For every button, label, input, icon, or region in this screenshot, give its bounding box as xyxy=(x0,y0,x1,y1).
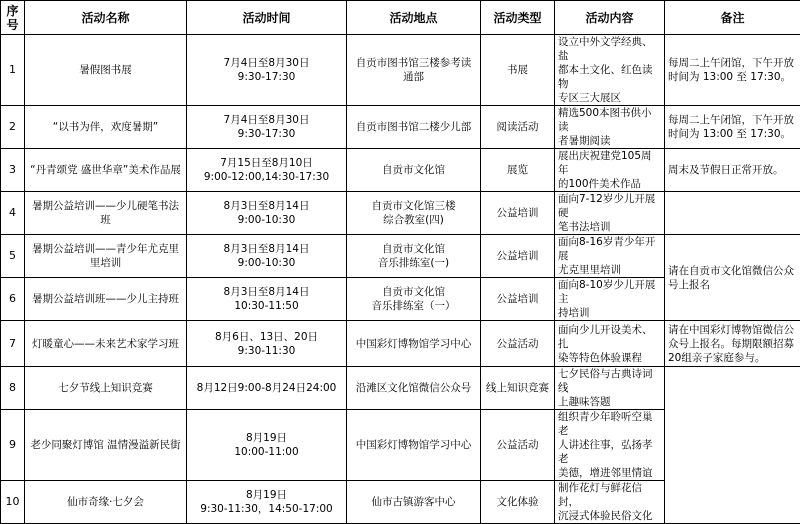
cell-name: 灯暖童心——未来艺术家学习班 xyxy=(25,321,187,367)
cell-place-line: 综合教室(四) xyxy=(350,213,477,227)
cell-type: 展览 xyxy=(481,149,555,192)
cell-content-line: 都本土文化、红色读物 xyxy=(558,63,661,91)
cell-time-line: 8月3日至8月14日 xyxy=(190,285,343,299)
cell-type: 线上知识竞赛 xyxy=(481,367,555,410)
cell-content-line: 面向少儿开设美术、扎 xyxy=(558,323,661,351)
cell-note xyxy=(665,321,800,367)
cell-type: 公益培训 xyxy=(481,278,555,321)
cell-no: 6 xyxy=(1,278,25,321)
cell-place xyxy=(347,106,481,149)
cell-no: 7 xyxy=(1,321,25,367)
header-note: 备注 xyxy=(665,1,800,35)
cell-place-line: 中国彩灯博物馆学习中心 xyxy=(350,337,477,351)
cell-place-line: 自贡市图书馆三楼参考读 xyxy=(350,56,477,70)
cell-name: 七夕节线上知识竞赛 xyxy=(25,367,187,410)
cell-content xyxy=(555,106,665,149)
cell-name: 暑期公益培训——青少年尤克里里培训 xyxy=(25,235,187,278)
cell-time xyxy=(187,321,347,367)
cell-time-line: 9:00-10:30 xyxy=(190,213,343,227)
cell-time xyxy=(187,410,347,481)
cell-no: 3 xyxy=(1,149,25,192)
cell-note-line: 每周二上午闭馆，下午开放 xyxy=(668,113,797,127)
cell-no: 10 xyxy=(1,481,25,524)
header-name: 活动名称 xyxy=(25,1,187,35)
cell-type: 书展 xyxy=(481,35,555,106)
cell-place-line: 音乐排练室（一） xyxy=(350,299,477,313)
cell-time-line: 8月19日 xyxy=(190,488,343,502)
cell-type: 公益活动 xyxy=(481,410,555,481)
header-time: 活动时间 xyxy=(187,1,347,35)
cell-time xyxy=(187,278,347,321)
cell-content-line: 持培训 xyxy=(558,306,661,320)
cell-note-line: 号上报名 xyxy=(668,278,797,292)
cell-content-line: 设立中外文学经典、盐 xyxy=(558,35,661,63)
cell-place xyxy=(347,235,481,278)
cell-content-line: 者暑期阅读 xyxy=(558,134,661,148)
cell-content xyxy=(555,410,665,481)
cell-time-line: 9:30-11:30，14:50-17:00 xyxy=(190,502,343,516)
cell-time xyxy=(187,367,347,410)
cell-content xyxy=(555,192,665,235)
cell-no: 1 xyxy=(1,35,25,106)
cell-content-line: 染等特色体验课程 xyxy=(558,351,661,365)
cell-content-line: 专区三大展区 xyxy=(558,91,661,105)
cell-note-line: 请在自贡市文化馆微信公众 xyxy=(668,264,797,278)
cell-place xyxy=(347,367,481,410)
cell-name: 暑假图书展 xyxy=(25,35,187,106)
cell-time-line: 8月6日、13日、20日 xyxy=(190,330,343,344)
cell-time-line: 7月15日至8月10日 xyxy=(190,156,343,170)
cell-place-line: 自贡市文化馆 xyxy=(350,242,477,256)
cell-name: 暑期公益培训班——少儿主持班 xyxy=(25,278,187,321)
cell-content-line: 展出庆祝建党105周年 xyxy=(558,149,661,177)
cell-note xyxy=(665,149,800,192)
cell-place xyxy=(347,149,481,192)
cell-content xyxy=(555,235,665,278)
cell-content xyxy=(555,278,665,321)
cell-time-line: 9:00-10:30 xyxy=(190,256,343,270)
cell-content-line: 组织青少年聆听空巢老 xyxy=(558,410,661,438)
cell-time-line: 9:30-11:30 xyxy=(190,344,343,358)
cell-time xyxy=(187,149,347,192)
table-row xyxy=(1,192,800,235)
cell-content xyxy=(555,321,665,367)
header-row xyxy=(1,1,800,35)
cell-time-line: 9:30-17:30 xyxy=(190,70,343,84)
cell-place-line: 自贡市文化馆三楼 xyxy=(350,199,477,213)
cell-time-line: 7月4日至8月30日 xyxy=(190,56,343,70)
cell-note xyxy=(665,367,800,524)
header-content: 活动内容 xyxy=(555,1,665,35)
cell-type: 阅读活动 xyxy=(481,106,555,149)
cell-time-line: 8月19日 xyxy=(190,431,343,445)
cell-no: 2 xyxy=(1,106,25,149)
cell-time-line: 9:30-17:30 xyxy=(190,127,343,141)
cell-place xyxy=(347,278,481,321)
cell-name: 仙市奇缘·七夕会 xyxy=(25,481,187,524)
cell-content-line: 笔书法培训 xyxy=(558,220,661,234)
cell-type: 文化体验 xyxy=(481,481,555,524)
cell-note xyxy=(665,35,800,106)
cell-note-line: 20组亲子家庭参与。 xyxy=(668,351,797,365)
cell-place xyxy=(347,481,481,524)
cell-note xyxy=(665,106,800,149)
cell-name: 老少同聚灯博馆 温情漫溢新民街 xyxy=(25,410,187,481)
table-row xyxy=(1,106,800,149)
cell-time-line: 7月4日至8月30日 xyxy=(190,113,343,127)
cell-no: 5 xyxy=(1,235,25,278)
cell-place-line: 自贡市文化馆 xyxy=(350,163,477,177)
cell-place-line: 仙市古镇游客中心 xyxy=(350,495,477,509)
cell-content-line: 面向8-10岁少儿开展主 xyxy=(558,278,661,306)
cell-type: 公益活动 xyxy=(481,321,555,367)
cell-content-line: 七夕民俗与古典诗词线 xyxy=(558,367,661,395)
cell-no: 8 xyxy=(1,367,25,410)
cell-type: 公益培训 xyxy=(481,192,555,235)
cell-note-line: 每周二上午闭馆，下午开放 xyxy=(668,56,797,70)
cell-time xyxy=(187,192,347,235)
cell-content-line: 美德，增进邻里情谊 xyxy=(558,466,661,480)
header-no: 序号 xyxy=(1,1,25,35)
cell-time xyxy=(187,235,347,278)
cell-content-line: 上趣味答题 xyxy=(558,395,661,409)
header-place: 活动地点 xyxy=(347,1,481,35)
cell-time-line: 10:30-11:50 xyxy=(190,299,343,313)
cell-note-line: 众号上报名。每期限额招募 xyxy=(668,337,797,351)
cell-place xyxy=(347,321,481,367)
table-row xyxy=(1,149,800,192)
cell-note-line: 时间为 13:00 至 17:30。 xyxy=(668,127,797,141)
cell-place xyxy=(347,35,481,106)
cell-place-line: 中国彩灯博物馆学习中心 xyxy=(350,438,477,452)
cell-note xyxy=(665,192,800,235)
cell-name: “以书为伴，欢度暑期” xyxy=(25,106,187,149)
cell-content xyxy=(555,149,665,192)
cell-place-line: 自贡市图书馆二楼少儿部 xyxy=(350,120,477,134)
cell-place-line: 自贡市文化馆 xyxy=(350,285,477,299)
cell-content-line: 尤克里里培训 xyxy=(558,263,661,277)
cell-content-line: 沉浸式体验民俗文化 xyxy=(558,509,661,523)
cell-content-line: 的100件美术作品 xyxy=(558,177,661,191)
cell-content xyxy=(555,35,665,106)
table-row xyxy=(1,321,800,367)
cell-content xyxy=(555,367,665,410)
cell-content-line: 精选500本图书供小读 xyxy=(558,106,661,134)
cell-note-line: 时间为 13:00 至 17:30。 xyxy=(668,70,797,84)
cell-no: 4 xyxy=(1,192,25,235)
cell-time-line: 10:00-11:00 xyxy=(190,445,343,459)
cell-place-line: 沿滩区文化馆微信公众号 xyxy=(350,381,477,395)
cell-content-line: 面向7-12岁少儿开展硬 xyxy=(558,192,661,220)
cell-no: 9 xyxy=(1,410,25,481)
cell-content xyxy=(555,481,665,524)
cell-place-line: 音乐排练室(一) xyxy=(350,256,477,270)
cell-time-line: 9:00-12:00,14:30-17:30 xyxy=(190,170,343,184)
cell-time-line: 8月12日9:00-8月24日24:00 xyxy=(190,381,343,395)
cell-content-line: 制作花灯与鲜花信封， xyxy=(558,481,661,509)
cell-place xyxy=(347,192,481,235)
cell-place xyxy=(347,410,481,481)
cell-name: 暑期公益培训——少儿硬笔书法班 xyxy=(25,192,187,235)
cell-time xyxy=(187,35,347,106)
table-row xyxy=(1,235,800,278)
cell-time xyxy=(187,481,347,524)
header-type: 活动类型 xyxy=(481,1,555,35)
table-row xyxy=(1,35,800,106)
cell-note xyxy=(665,235,800,321)
cell-time xyxy=(187,106,347,149)
table-row xyxy=(1,367,800,410)
cell-time-line: 8月3日至8月14日 xyxy=(190,199,343,213)
cell-time-line: 8月3日至8月14日 xyxy=(190,242,343,256)
cell-content-line: 人讲述往事，弘扬孝老 xyxy=(558,438,661,466)
cell-name: “丹青颂党 盛世华章”美术作品展 xyxy=(25,149,187,192)
cell-place-line: 通部 xyxy=(350,70,477,84)
cell-type: 公益培训 xyxy=(481,235,555,278)
cell-note-line: 周末及节假日正常开放。 xyxy=(668,163,797,177)
cell-note-line: 请在中国彩灯博物馆微信公 xyxy=(668,323,797,337)
cell-content-line: 面向8-16岁青少年开展 xyxy=(558,235,661,263)
